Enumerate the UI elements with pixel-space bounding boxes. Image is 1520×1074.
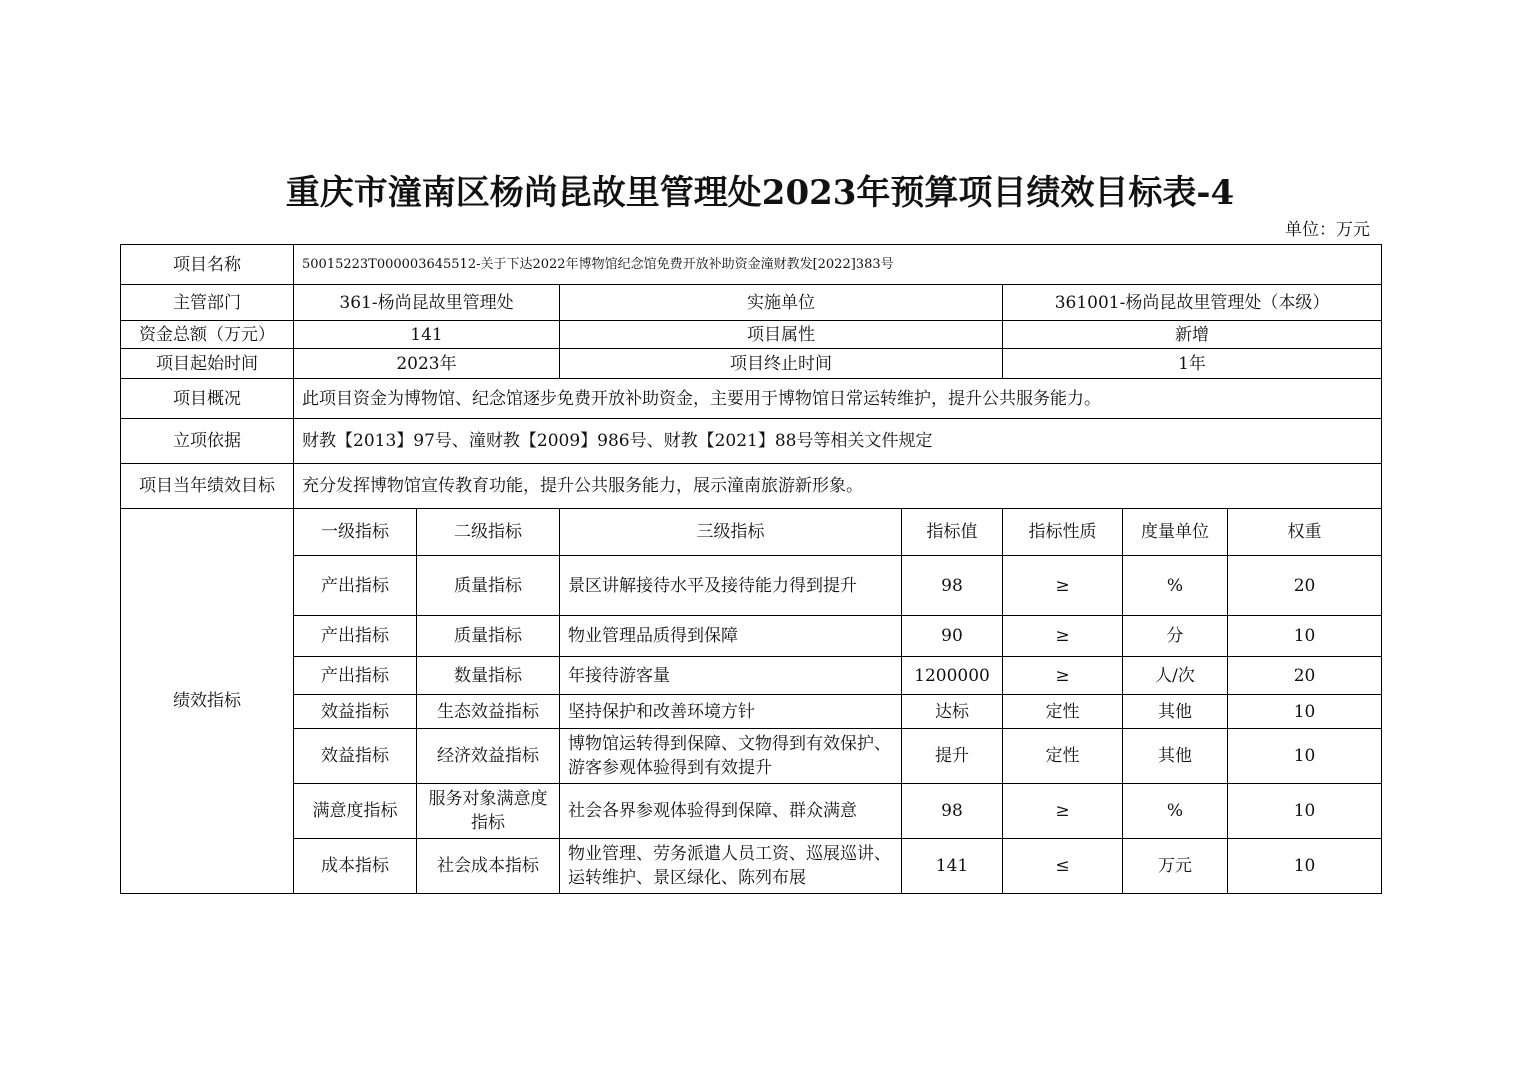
nature-cell: ≥ (1003, 657, 1123, 695)
value-cell: 达标 (902, 695, 1003, 729)
row-project-name (121, 245, 1382, 285)
header-level3: 三级指标 (560, 509, 902, 556)
weight-cell: 10 (1228, 695, 1382, 729)
level3-cell: 物业管理、劳务派遣人员工资、巡展巡讲、运转维护、景区绿化、陈列布展 (560, 839, 902, 894)
basis-label: 立项依据 (121, 419, 294, 464)
nature-cell: ≥ (1003, 616, 1123, 657)
attribute-label: 项目属性 (560, 321, 1003, 349)
basis-value: 财教【2013】97号、潼财教【2009】986号、财教【2021】88号等相关文件规定 (294, 419, 1382, 464)
unit-cell: % (1123, 556, 1228, 616)
level3-cell: 年接待游客量 (560, 657, 902, 695)
row-department (121, 285, 1382, 321)
weight-cell: 10 (1228, 616, 1382, 657)
value-cell: 141 (902, 839, 1003, 894)
level3-cell: 社会各界参观体验得到保障、群众满意 (560, 784, 902, 839)
level3-cell: 物业管理品质得到保障 (560, 616, 902, 657)
level1-cell: 效益指标 (294, 729, 417, 784)
nature-cell: 定性 (1003, 695, 1123, 729)
end-time-label: 项目终止时间 (560, 349, 1003, 379)
indicators-label: 绩效指标 (121, 509, 294, 894)
header-value: 指标值 (902, 509, 1003, 556)
level2-cell: 质量指标 (417, 616, 560, 657)
indicator-row (121, 616, 1382, 657)
indicator-row (121, 729, 1382, 784)
department-label: 主管部门 (121, 285, 294, 321)
row-basis (121, 419, 1382, 464)
header-nature: 指标性质 (1003, 509, 1123, 556)
row-overview (121, 379, 1382, 419)
unit-cell: 万元 (1123, 839, 1228, 894)
level2-cell: 社会成本指标 (417, 839, 560, 894)
page-title: 重庆市潼南区杨尚昆故里管理处2023年预算项目绩效目标表-4 (285, 173, 1235, 213)
level3-cell: 景区讲解接待水平及接待能力得到提升 (560, 556, 902, 616)
row-time (121, 349, 1382, 379)
implementer-label: 实施单位 (560, 285, 1003, 321)
row-funds (121, 321, 1382, 349)
level3-cell: 博物馆运转得到保障、文物得到有效保护、游客参观体验得到有效提升 (560, 729, 902, 784)
level3-cell: 坚持保护和改善环境方针 (560, 695, 902, 729)
department-value: 361-杨尚昆故里管理处 (294, 285, 560, 321)
value-cell: 1200000 (902, 657, 1003, 695)
weight-cell: 10 (1228, 839, 1382, 894)
header-unit: 度量单位 (1123, 509, 1228, 556)
header-level1: 一级指标 (294, 509, 417, 556)
nature-cell: 定性 (1003, 729, 1123, 784)
weight-cell: 10 (1228, 729, 1382, 784)
level1-cell: 成本指标 (294, 839, 417, 894)
unit-cell: 其他 (1123, 729, 1228, 784)
nature-cell: ≥ (1003, 784, 1123, 839)
unit-cell: % (1123, 784, 1228, 839)
overview-value: 此项目资金为博物馆、纪念馆逐步免费开放补助资金，主要用于博物馆日常运转维护，提升公共服务能力。 (294, 379, 1382, 419)
overview-label: 项目概况 (121, 379, 294, 419)
weight-cell: 10 (1228, 784, 1382, 839)
level1-cell: 满意度指标 (294, 784, 417, 839)
header-level2: 二级指标 (417, 509, 560, 556)
annual-goal-label: 项目当年绩效目标 (121, 464, 294, 509)
unit-cell: 分 (1123, 616, 1228, 657)
value-cell: 98 (902, 556, 1003, 616)
indicator-row (121, 657, 1382, 695)
weight-cell: 20 (1228, 657, 1382, 695)
level1-cell: 产出指标 (294, 556, 417, 616)
project-name-label: 项目名称 (121, 245, 294, 285)
annual-goal-value: 充分发挥博物馆宣传教育功能，提升公共服务能力，展示潼南旅游新形象。 (294, 464, 1382, 509)
start-time-value: 2023年 (294, 349, 560, 379)
total-funds-label: 资金总额（万元） (121, 321, 294, 349)
level1-cell: 产出指标 (294, 616, 417, 657)
level2-cell: 质量指标 (417, 556, 560, 616)
header-weight: 权重 (1228, 509, 1382, 556)
level2-cell: 服务对象满意度指标 (417, 784, 560, 839)
level2-cell: 数量指标 (417, 657, 560, 695)
nature-cell: ≤ (1003, 839, 1123, 894)
project-name-value: 50015223T000003645512-关于下达2022年博物馆纪念馆免费开放补助资金潼财教发[2022]383号 (294, 245, 1382, 285)
performance-table (120, 244, 1382, 894)
start-time-label: 项目起始时间 (121, 349, 294, 379)
level2-cell: 生态效益指标 (417, 695, 560, 729)
level1-cell: 产出指标 (294, 657, 417, 695)
value-cell: 98 (902, 784, 1003, 839)
indicator-row (121, 695, 1382, 729)
implementer-value: 361001-杨尚昆故里管理处（本级） (1003, 285, 1382, 321)
attribute-value: 新增 (1003, 321, 1382, 349)
indicator-header-row (121, 509, 1382, 556)
weight-cell: 20 (1228, 556, 1382, 616)
value-cell: 90 (902, 616, 1003, 657)
unit-label: 单位：万元 (1285, 220, 1370, 240)
row-annual-goal (121, 464, 1382, 509)
indicator-row (121, 556, 1382, 616)
indicator-row (121, 839, 1382, 894)
indicator-row (121, 784, 1382, 839)
level1-cell: 效益指标 (294, 695, 417, 729)
value-cell: 提升 (902, 729, 1003, 784)
end-time-value: 1年 (1003, 349, 1382, 379)
nature-cell: ≥ (1003, 556, 1123, 616)
unit-cell: 人/次 (1123, 657, 1228, 695)
level2-cell: 经济效益指标 (417, 729, 560, 784)
total-funds-value: 141 (294, 321, 560, 349)
unit-cell: 其他 (1123, 695, 1228, 729)
